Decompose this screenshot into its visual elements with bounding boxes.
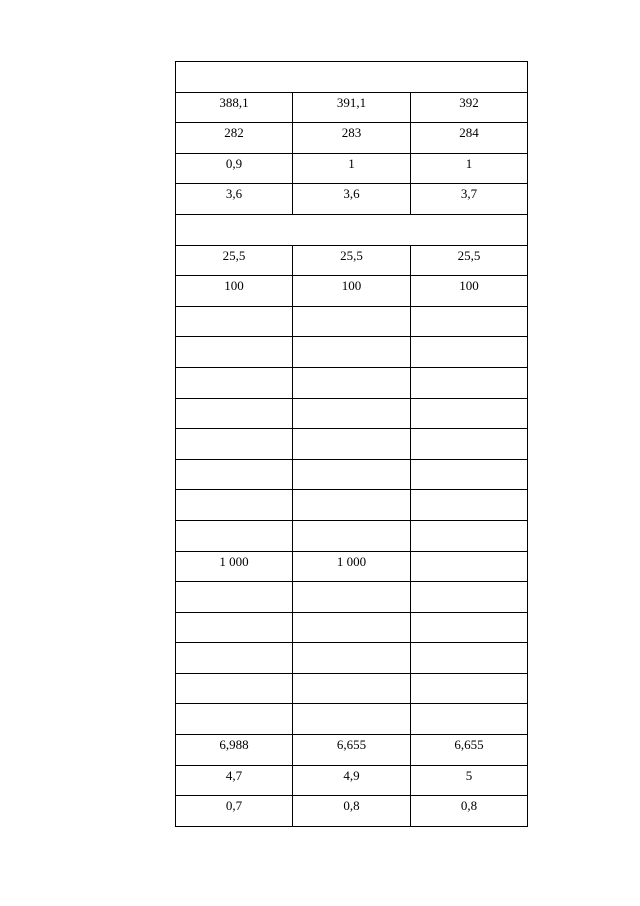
table-row xyxy=(176,92,528,123)
cell-text: 388,1 xyxy=(219,94,249,110)
table-cell xyxy=(176,245,293,276)
table-cell xyxy=(293,490,411,521)
cell-text: 5 xyxy=(465,767,473,783)
cell-text: 25,5 xyxy=(222,247,246,263)
table-cell xyxy=(293,765,411,796)
table-row xyxy=(176,429,528,460)
cell-text: 1 xyxy=(348,155,355,171)
table-row xyxy=(176,673,528,704)
table-cell xyxy=(293,735,411,766)
table-row xyxy=(176,765,528,796)
table-row xyxy=(176,306,528,337)
table-cell xyxy=(293,551,411,582)
table-cell xyxy=(176,704,293,735)
table-cell xyxy=(411,429,528,460)
table-cell xyxy=(176,765,293,796)
table-cell xyxy=(176,673,293,704)
table-cell xyxy=(176,337,293,368)
table-cell xyxy=(293,704,411,735)
table-cell xyxy=(411,123,528,154)
table-cell xyxy=(293,153,411,184)
table-cell xyxy=(411,643,528,674)
cell-text: 100 xyxy=(224,278,244,294)
cell-text: 6,988 xyxy=(219,737,249,753)
table-cell xyxy=(411,490,528,521)
table-cell xyxy=(411,612,528,643)
table-row xyxy=(176,551,528,582)
cell-text: 6,655 xyxy=(454,737,484,753)
table-cell xyxy=(411,276,528,307)
table-row xyxy=(176,123,528,154)
table-cell xyxy=(176,184,293,215)
table-cell xyxy=(411,184,528,215)
table-row xyxy=(176,153,528,184)
table-cell xyxy=(176,429,293,460)
table-cell xyxy=(411,765,528,796)
table-cell xyxy=(411,704,528,735)
data-table xyxy=(175,61,528,827)
table-cell xyxy=(411,245,528,276)
table-cell xyxy=(293,398,411,429)
table-cell xyxy=(176,735,293,766)
cell-text: 100 xyxy=(341,278,362,294)
table-cell xyxy=(176,367,293,398)
table-cell xyxy=(411,367,528,398)
table-cell xyxy=(176,490,293,521)
cell-text: 282 xyxy=(224,125,244,141)
table-cell xyxy=(411,398,528,429)
table-cell xyxy=(293,245,411,276)
table-cell xyxy=(293,459,411,490)
table-cell xyxy=(176,551,293,582)
table-row xyxy=(176,582,528,613)
cell-text: 3,7 xyxy=(460,186,478,202)
table-cell xyxy=(176,123,293,154)
table-cell xyxy=(176,398,293,429)
cell-text: 3,6 xyxy=(343,186,360,202)
section-header-cell xyxy=(176,214,528,245)
cell-text: 0,9 xyxy=(225,155,243,171)
cell-text: 25,5 xyxy=(340,247,363,263)
cell-text: 25,5 xyxy=(457,247,481,263)
table-row xyxy=(176,612,528,643)
cell-text: 0,8 xyxy=(343,798,360,814)
table-row xyxy=(176,643,528,674)
table-cell xyxy=(176,796,293,827)
table-cell xyxy=(293,367,411,398)
section-header-cell xyxy=(176,62,528,93)
table-cell xyxy=(411,796,528,827)
table-cell xyxy=(176,459,293,490)
table-cell xyxy=(293,276,411,307)
table-row xyxy=(176,184,528,215)
cell-text: 4,9 xyxy=(343,767,360,783)
cell-text: 100 xyxy=(459,278,479,294)
cell-text: 284 xyxy=(459,125,479,141)
table-cell xyxy=(176,92,293,123)
table-cell xyxy=(293,796,411,827)
table-cell xyxy=(176,306,293,337)
table-row xyxy=(176,459,528,490)
cell-text: 391,1 xyxy=(336,94,367,110)
table-cell xyxy=(411,735,528,766)
table-cell xyxy=(293,92,411,123)
table-row xyxy=(176,367,528,398)
table-row xyxy=(176,337,528,368)
cell-text: 283 xyxy=(341,125,362,141)
table-cell xyxy=(293,337,411,368)
table-cell xyxy=(293,429,411,460)
table-cell xyxy=(176,612,293,643)
cell-text: 392 xyxy=(459,94,479,110)
table-cell xyxy=(293,673,411,704)
table-cell xyxy=(176,153,293,184)
table-cell xyxy=(176,520,293,551)
cell-text: 1 000 xyxy=(219,553,249,569)
table-cell xyxy=(411,306,528,337)
table-cell xyxy=(411,459,528,490)
cell-text: 3,6 xyxy=(225,186,243,202)
cell-text: 0,8 xyxy=(460,798,478,814)
table-row xyxy=(176,735,528,766)
table-cell xyxy=(411,520,528,551)
table-row xyxy=(176,796,528,827)
cell-text: 1 xyxy=(465,155,473,171)
table-cell xyxy=(293,123,411,154)
cell-text: 4,7 xyxy=(225,767,243,783)
table-row xyxy=(176,398,528,429)
table-row xyxy=(176,520,528,551)
table-cell xyxy=(293,582,411,613)
table-cell xyxy=(293,612,411,643)
cell-text: 6,655 xyxy=(336,737,367,753)
table-cell xyxy=(411,551,528,582)
cell-text: 0,7 xyxy=(225,798,243,814)
cell-text: 1 000 xyxy=(336,553,367,569)
table-cell xyxy=(176,276,293,307)
table-cell xyxy=(411,153,528,184)
table-row xyxy=(176,704,528,735)
table-cell xyxy=(293,184,411,215)
table-cell xyxy=(293,643,411,674)
table-cell xyxy=(293,520,411,551)
section-header-row xyxy=(176,62,528,93)
table-cell xyxy=(411,582,528,613)
table-cell xyxy=(176,582,293,613)
table-row xyxy=(176,490,528,521)
table-body xyxy=(176,62,528,827)
table-cell xyxy=(411,92,528,123)
table-row xyxy=(176,276,528,307)
section-header-row xyxy=(176,214,528,245)
table-cell xyxy=(293,306,411,337)
table-cell xyxy=(411,337,528,368)
table-cell xyxy=(411,673,528,704)
table-row xyxy=(176,245,528,276)
table-cell xyxy=(176,643,293,674)
